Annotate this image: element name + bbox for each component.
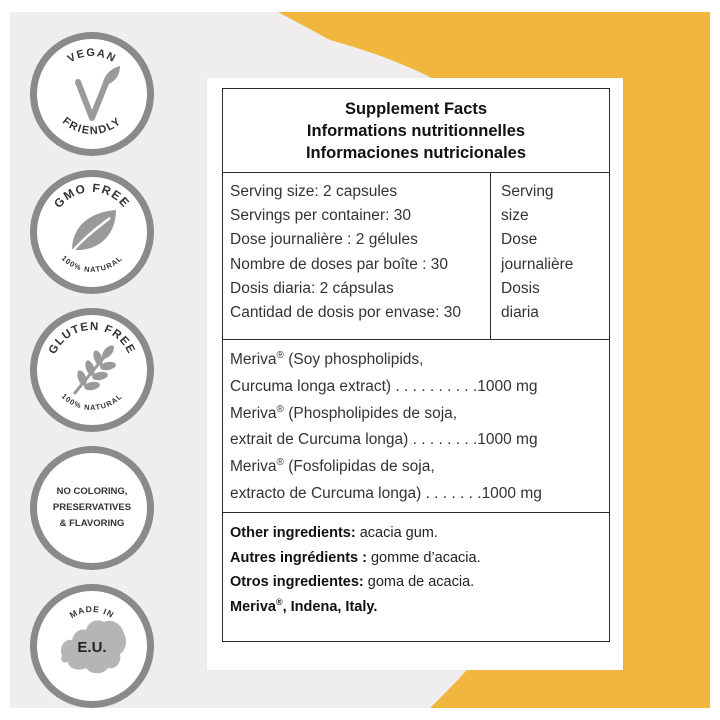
no-additives-badge — [28, 444, 156, 572]
ingredient-amount: 1000 mg — [477, 377, 538, 395]
badge-top-text: MADE IN — [67, 603, 117, 621]
ingredients-section — [223, 340, 609, 513]
ingredient-amount: 1000 mg — [481, 484, 542, 502]
badge-bottom-text: 100% NATURAL — [59, 391, 125, 413]
ingredient-amount-line: extrait de Curcuma longa) . . . . . . . .1000 mg — [230, 431, 538, 449]
serving-header-line: Dosis — [501, 279, 540, 297]
serving-header-line: diaria — [501, 304, 539, 322]
title-fr: Informations nutritionnelles — [306, 122, 526, 140]
ingredient-name-line: Meriva® (Soy phospholipids, — [230, 350, 424, 368]
ingredient-name-line: Meriva® (Fosfolipidas de soja, — [230, 457, 435, 476]
serving-header-line: journalière — [501, 255, 574, 273]
title-es: Informaciones nutricionales — [305, 144, 527, 162]
badge-bottom-text: 100% NATURAL — [59, 253, 125, 275]
ingredient-amount-line: extracto de Curcuma longa) . . . . . . .1000 mg — [230, 484, 542, 502]
serving-header-line: Serving — [501, 183, 554, 200]
serving-line: Cantidad de dosis por envase: 30 — [230, 304, 461, 322]
made-in-eu-badge — [28, 582, 156, 710]
gmo-free-badge — [28, 168, 156, 296]
ingredient-amount-line: Curcuma longa extract) . . . . . . . . . .1000 mg — [230, 377, 538, 395]
serving-line: Nombre de doses par boîte : 30 — [230, 255, 448, 273]
gluten-free-badge — [28, 306, 156, 434]
other-ingredients-section — [223, 513, 609, 641]
brand-line: Meriva®, Indena, Italy. — [230, 596, 378, 615]
other-ingredients-es: Otros ingredientes: goma de acacia. — [230, 574, 475, 590]
badge-line-3: & FLAVORING — [59, 518, 125, 529]
badge-top-text: VEGAN — [65, 46, 119, 66]
badge-bottom-text: FRIENDLY — [60, 115, 124, 138]
supplement-facts-table — [222, 88, 610, 642]
badge-center-text: E.U. — [77, 639, 107, 656]
serving-info — [223, 173, 491, 339]
serving-line: Dosis diaria: 2 cápsulas — [230, 279, 394, 297]
vegan-friendly-badge — [28, 30, 156, 158]
badge-top-text: GMO FREE — [51, 180, 133, 211]
other-ingredients-fr: Autres ingrédients : gomme d’acacia. — [230, 549, 481, 566]
serving-column-header — [491, 173, 609, 339]
other-ingredients-en: Other ingredients: acacia gum. — [230, 525, 438, 541]
badge-line-1: NO COLORING, — [56, 486, 128, 497]
serving-line: Dose journalière : 2 gélules — [230, 231, 418, 249]
serving-header-line: Dose — [501, 231, 538, 249]
serving-header-line: size — [501, 207, 529, 225]
title-en: Supplement Facts — [344, 100, 488, 118]
badge-top-text: GLUTEN FREE — [46, 320, 138, 357]
serving-line: Servings per container: 30 — [230, 207, 411, 225]
badge-line-2: PRESERVATIVES — [52, 502, 132, 513]
ingredient-amount: 1000 mg — [477, 431, 538, 449]
facts-header — [223, 89, 609, 173]
serving-section — [223, 173, 609, 340]
serving-line: Serving size: 2 capsules — [230, 183, 398, 200]
ingredient-name-line: Meriva® (Phospholipides de soja, — [230, 403, 458, 422]
